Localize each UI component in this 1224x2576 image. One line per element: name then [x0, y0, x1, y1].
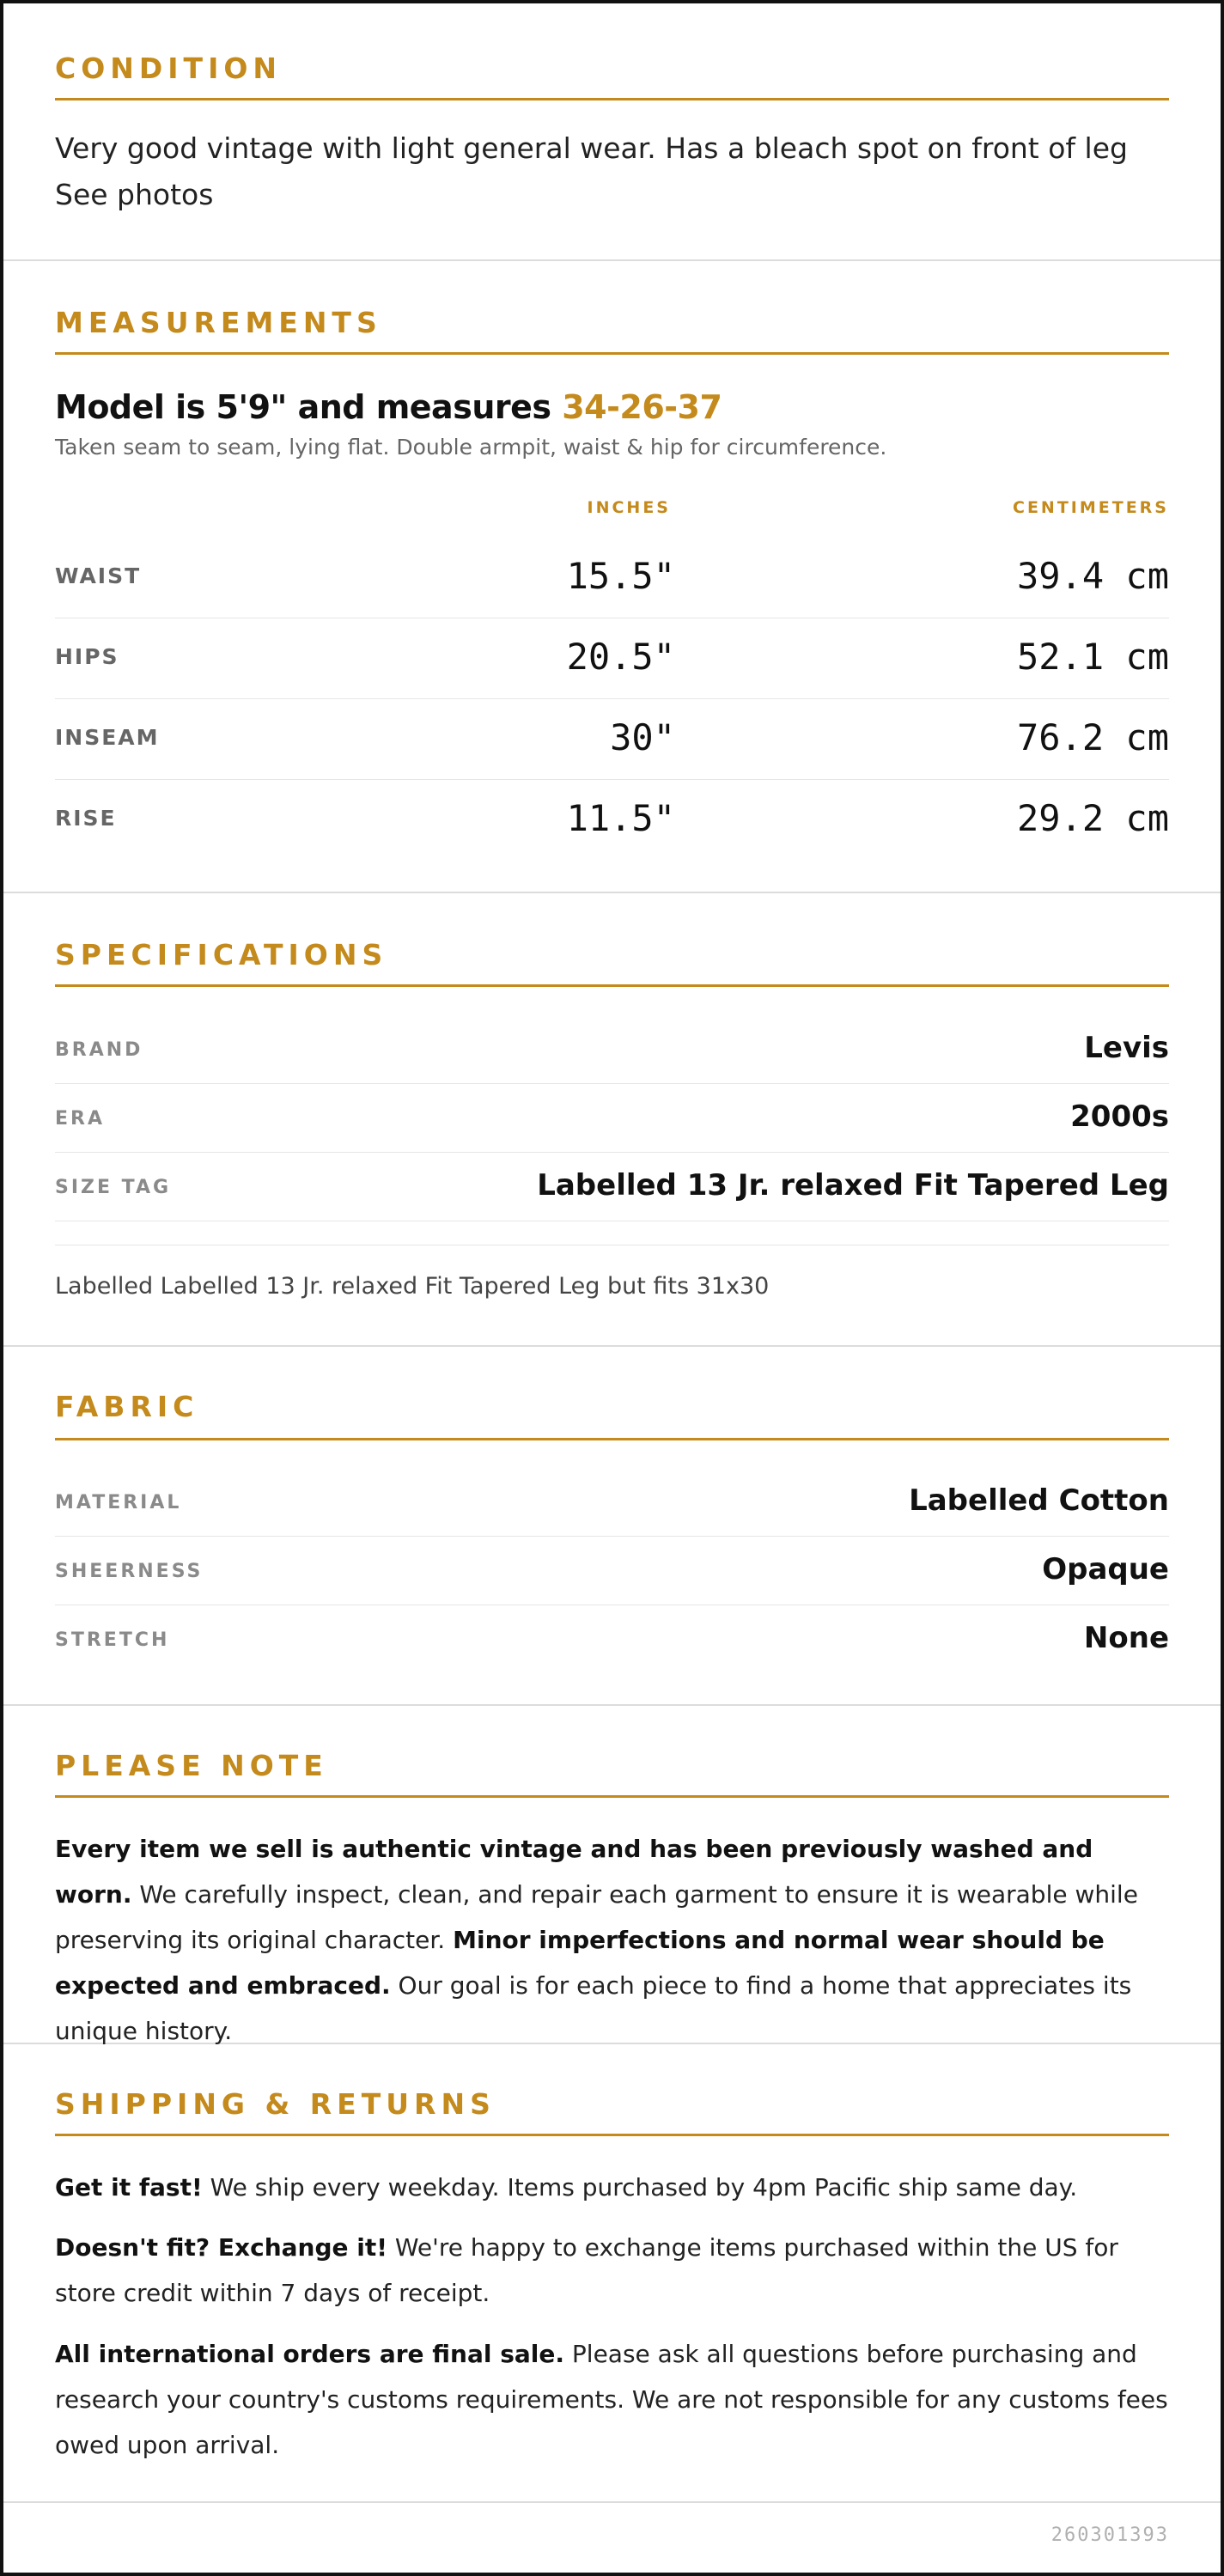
shipping-bold-3: All international orders are final sale.: [55, 2340, 565, 2368]
spec-fit-note: Labelled Labelled 13 Jr. relaxed Fit Tapered Leg but fits 31x30: [55, 1273, 770, 1300]
measurements-title: MEASUREMENTS: [55, 306, 382, 339]
fabric-row-sheerness: [55, 1537, 1169, 1605]
spec-label: SIZE TAG: [55, 1177, 172, 1198]
measurement-inches: 20.5": [566, 636, 675, 678]
spec-value: Levis: [1084, 1031, 1169, 1065]
measurement-row: [55, 538, 1169, 618]
shipping-bold-2: Doesn't fit? Exchange it!: [55, 2233, 387, 2262]
specifications-title: SPECIFICATIONS: [55, 938, 388, 971]
shipping-paragraph-1: [55, 2165, 1169, 2210]
fabric-value: None: [1083, 1621, 1169, 1655]
shipping-text-1: We ship every weekday. Items purchased by 4pm Pacific ship same day.: [202, 2173, 1078, 2201]
shipping-title: SHIPPING & RETURNS: [55, 2087, 496, 2121]
note-bold-1: Every item we sell is authentic vintage and has been previously washed and worn.: [55, 1835, 1093, 1909]
condition-text: Very good vintage with light general wear. Has a bleach spot on front of leg See photos: [55, 131, 1128, 211]
measurement-label: WAIST: [55, 563, 142, 588]
shipping-paragraph-2: [55, 2225, 1169, 2316]
fabric-label: STRETCH: [55, 1629, 170, 1651]
shipping-text-2: We're happy to exchange items purchased within the US for store credit within 7 days of receipt.: [55, 2233, 1118, 2307]
measurement-inches: 15.5": [566, 555, 675, 597]
fabric-row-material: [55, 1468, 1169, 1537]
measurement-row: [55, 618, 1169, 699]
model-stats: 34-26-37: [562, 388, 722, 426]
spec-value: Labelled 13 Jr. relaxed Fit Tapered Leg: [537, 1168, 1169, 1203]
spec-row-era: [55, 1084, 1169, 1153]
condition-rule: [55, 98, 1169, 100]
fabric-row-stretch: [55, 1605, 1169, 1674]
note-bold-2: Minor imperfections and normal wear should be expected and embraced.: [55, 1926, 1105, 2000]
measurements-rule: [55, 352, 1169, 355]
measurement-cm: 76.2 cm: [1016, 716, 1169, 758]
fabric-value: Labelled Cotton: [909, 1483, 1169, 1518]
measurement-inches: 11.5": [566, 797, 675, 839]
spec-value: 2000s: [1070, 1099, 1169, 1134]
measurement-cm: 39.4 cm: [1016, 555, 1169, 597]
please-note-title: PLEASE NOTE: [55, 1749, 328, 1782]
spec-row-size-tag: [55, 1153, 1169, 1221]
item-id: 260301393: [1050, 2524, 1169, 2546]
measurement-label: HIPS: [55, 644, 119, 669]
column-header-centimeters: CENTIMETERS: [1013, 498, 1169, 517]
specifications-rule: [55, 984, 1169, 987]
measurement-cm: 29.2 cm: [1016, 797, 1169, 839]
shipping-rule: [55, 2134, 1169, 2136]
note-text-2: Our goal is for each piece to find a home that appreciates its unique history.: [55, 1971, 1132, 2045]
measurement-row: [55, 780, 1169, 861]
spec-row-brand: [55, 1015, 1169, 1084]
measurement-label: RISE: [55, 806, 117, 831]
measurement-inches: 30": [610, 716, 675, 758]
condition-section: [3, 3, 1221, 261]
model-prefix: Model is 5'9" and measures: [55, 388, 563, 426]
fabric-value: Opaque: [1042, 1552, 1169, 1586]
please-note-text: [55, 1826, 1169, 2054]
measurement-label: INSEAM: [55, 725, 160, 750]
shipping-paragraph-3: [55, 2331, 1169, 2468]
condition-title: CONDITION: [55, 52, 283, 85]
note-text-1: We carefully inspect, clean, and repair each garment to ensure it is wearable while preserving its original character.: [55, 1880, 1138, 1954]
shipping-bold-1: Get it fast!: [55, 2173, 203, 2201]
spec-label: ERA: [55, 1108, 105, 1130]
column-header-inches: INCHES: [587, 498, 671, 517]
spec-label: BRAND: [55, 1039, 143, 1061]
measurements-subtitle: Taken seam to seam, lying flat. Double armpit, waist & hip for circumference.: [55, 435, 887, 460]
shipping-text-3: Please ask all questions before purchasing and research your country's customs requirements. We are not responsible for any customs fees owed upon arrival.: [55, 2340, 1168, 2459]
shipping-section: [3, 2044, 1221, 2503]
measurement-row: [55, 699, 1169, 780]
please-note-rule: [55, 1795, 1169, 1798]
please-note-section: [3, 1706, 1221, 2044]
fabric-label: MATERIAL: [55, 1492, 182, 1513]
fabric-label: SHEERNESS: [55, 1561, 204, 1582]
model-measures: [55, 388, 722, 426]
fabric-title: FABRIC: [55, 1390, 199, 1423]
fabric-rule: [55, 1438, 1169, 1440]
measurement-cm: 52.1 cm: [1016, 636, 1169, 678]
